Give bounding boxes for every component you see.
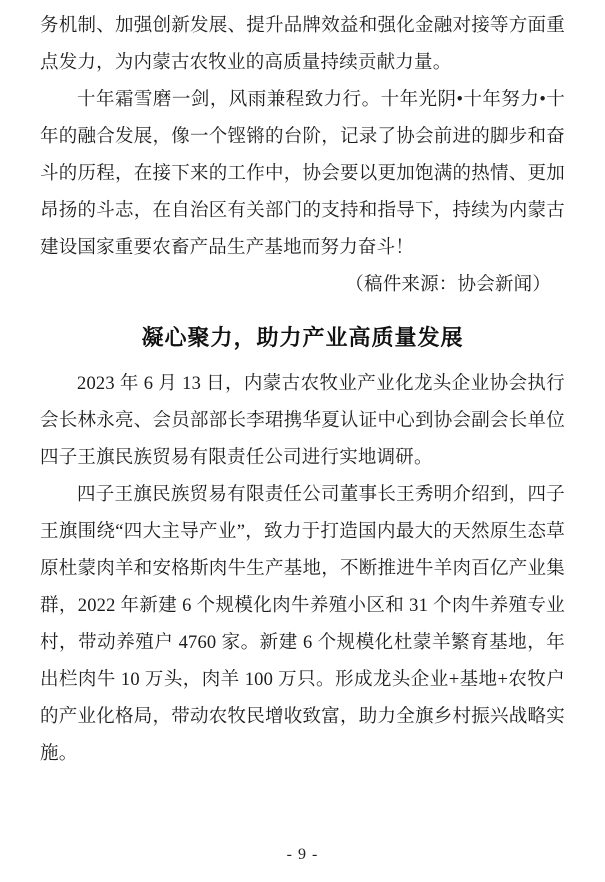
section-paragraph-block-1 — [40, 366, 565, 477]
paragraph-block-continued — [40, 8, 565, 82]
paragraph-block-second — [40, 82, 565, 267]
paragraph-second: 十年霜雪磨一剑，风雨兼程致力行。十年光阴•十年努力•十年的融合发展，像一个铿锵的台阶，记录了协会前进的脚步和奋斗的历程，在接下来的工作中，协会要以更加饱满的热情、更加昂扬的斗志，在自治区有关部门的支持和指导下，持续为内蒙古建设国家重要农畜产品生产基地而努力奋斗！ — [40, 90, 565, 258]
section-paragraph-2: 四子王旗民族贸易有限责任公司董事长王秀明介绍到，四子王旗围绕“四大主导产业”，致力于打造国内最大的天然原生态草原杜蒙肉羊和安格斯肉牛生产基地，不断推进牛羊肉百亿产业集群，2022 年新建 6 个规模化肉牛养殖小区和 31 个肉牛养殖专业村，带动养殖户 4760 家。新建 6 个规模化杜蒙羊繁育基地，年出栏肉牛 10 万头，肉羊 100 万只。形成龙头企业+基地+农牧户的产业化格局，带动农牧民增收致富，助力全旗乡村振兴战略实施。 — [40, 485, 565, 764]
section-paragraph-block-2 — [40, 477, 565, 773]
page-number: - 9 - — [286, 846, 319, 863]
section-title: 凝心聚力，助力产业高质量发展 — [141, 325, 464, 350]
paragraph-continued: 务机制、加强创新发展、提升品牌效益和强化金融对接等方面重点发力，为内蒙古农牧业的高质量持续贡献力量。 — [40, 16, 565, 73]
source-line-block — [40, 267, 565, 304]
section-paragraph-1: 2023 年 6 月 13 日，内蒙古农牧业产业化龙头企业协会执行会长林永亮、会员部部长李珺携华夏认证中心到协会副会长单位四子王旗民族贸易有限责任公司进行实地调研。 — [40, 374, 565, 468]
source-line: （稿件来源：协会新闻） — [345, 275, 551, 295]
